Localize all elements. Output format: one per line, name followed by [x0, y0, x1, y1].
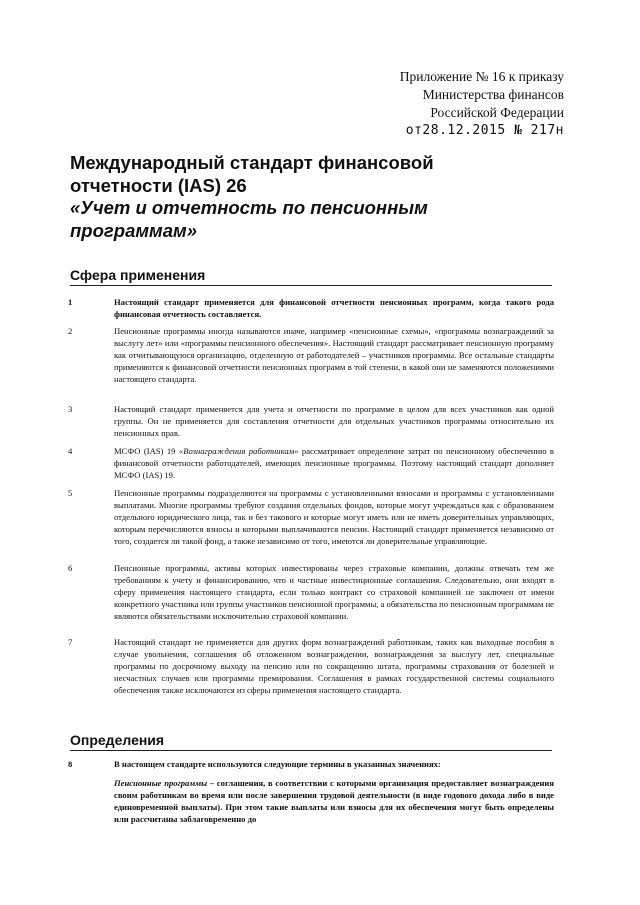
- definition-text: – соглашения, в соответствии с которыми организация предоставляет вознаграждения своим работникам во время или после завершения трудовой деятельности (в виде годового дохода либо в виде единовременной выплаты). При этом такие выплаты или взносы для их обеспечения могут быть определены или рассчитаны заблаговременно до: [114, 778, 554, 825]
- appendix-line: Приложение № 16 к приказу: [399, 69, 564, 84]
- appendix-line: Российской Федерации: [430, 105, 564, 120]
- paragraph-1: [68, 296, 554, 320]
- paragraph-text: [114, 445, 554, 481]
- defined-term: Пенсионные программы: [114, 778, 208, 789]
- paragraph-number: 5: [68, 488, 73, 498]
- paragraph-text: Пенсионные программы иногда называются иначе, например «пенсионные схемы», «программы вознаграждений за выслугу лет» или «программы пенсионного обеспечения». Настоящий стандарт рассматривает пенсионную программу как отчитывающуюся организацию, отделенную от работодателей – участников программы. Все остальные стандарты применяются к финансовой отчетности пенсионных программ в той степени, в какой они не заменяются положениями настоящего стандарта.: [114, 326, 554, 385]
- paragraph-text: Пенсионные программы, активы которых инвестированы через страховые компании, должны отвечать тем же требованиям к учету и финансированию, что и частные инвестиционные соглашения. Следовательно, они входят в сферу применения настоящего стандарта, если только контракт со страховой компанией не заключен от имени конкретного участника или группы участников пенсионной программы, а обязательства по пенсионным программам не являются обязательствами исключительно страховой компании.: [114, 563, 554, 622]
- paragraph-2: [68, 325, 554, 385]
- paragraph-number: 3: [68, 404, 73, 414]
- paragraph-text: Пенсионные программы подразделяются на программы с установленными взносами и программы с установленными выплатами. Многие программы требуют создания отдельных фондов, которые могут учреждаться как с образованием отдельного юридического лица, так и без такового и которые могут иметь или не иметь доверительных управляющих, которым перечисляются взносы и которыми выплачиваются пенсии. Настоящий стандарт применяется независимо от того, создается ли такой фонд, а также независимо от того, имеются ли доверительные управляющие.: [114, 488, 554, 547]
- paragraph-text: Настоящий стандарт применяется для финансовой отчетности пенсионных программ, когда такого рода финансовая отчетность составляется.: [114, 297, 554, 320]
- paragraph-number: 7: [68, 637, 73, 647]
- title-line-italic: «Учет и отчетность по пенсионным: [70, 197, 428, 218]
- paragraph-3: [68, 403, 554, 439]
- paragraph-5: [68, 487, 554, 547]
- paragraph-7: [68, 636, 554, 696]
- title-line-italic: программам»: [70, 219, 197, 241]
- paragraph-number: 4: [68, 446, 73, 456]
- paragraph-number: 8: [68, 759, 73, 769]
- paragraph-4: [68, 445, 554, 481]
- appendix-header: [304, 68, 564, 140]
- paragraph-text: Настоящий стандарт не применяется для других форм вознаграждений работникам, таких как выходные пособия в случае увольнения, соглашения об отложенном вознаграждении, вознаграждения за выслугу лет, специальные программы по досрочному выходу на пенсию или по сокращению штата, программы страхования от болезней и несчастных случаев или программы премирования. Соглашения в рамках государственной системы социального обеспечения также исключаются из сферы применения настоящего стандарта.: [114, 637, 554, 696]
- document-title: [70, 152, 540, 242]
- paragraph-number: 1: [68, 297, 73, 307]
- standard-title: «Вознаграждения работникам»: [178, 446, 299, 456]
- appendix-line: Министерства финансов: [422, 87, 564, 102]
- title-line: Международный стандарт финансовой: [70, 152, 434, 173]
- definition-pension-plans: [114, 777, 554, 825]
- paragraph-number: 2: [68, 326, 73, 336]
- paragraph-6: [68, 562, 554, 622]
- title-line: отчетности (IAS) 26: [70, 174, 247, 196]
- paragraph-text: Настоящий стандарт применяется для учета и отчетности по программе в целом для всех участников как одной группы. Он не применяется для составления отчетности для отдельных участников программы относительно их пенсионных прав.: [114, 404, 554, 439]
- section-heading-definitions: Определения: [70, 732, 552, 751]
- text-segment: рассматривает определение затрат по пенсионному обеспечению в финансовой отчетности работодателей, имеющих пенсионные программы. Поэтому настоящий стандарт дополняет МСФО (IAS) 19.: [114, 446, 554, 481]
- paragraph-8: [68, 758, 554, 825]
- order-number: от28.12.2015 № 217н: [405, 123, 564, 138]
- section-heading-scope: Сфера применения: [70, 267, 552, 286]
- paragraph-number: 6: [68, 563, 73, 573]
- text-segment: МСФО (IAS) 19: [114, 446, 179, 456]
- paragraph-text: В настоящем стандарте используются следующие термины в указанных значениях:: [114, 759, 441, 769]
